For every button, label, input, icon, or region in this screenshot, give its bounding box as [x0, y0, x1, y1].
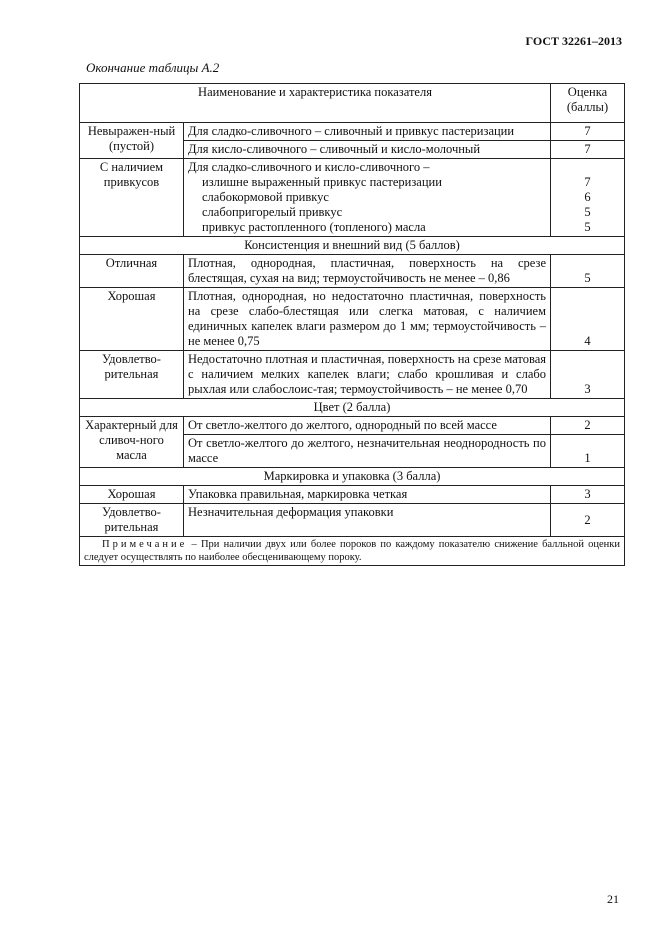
header-name: Наименование и характеристика показателя: [80, 84, 551, 123]
sublist-score: 5: [584, 205, 591, 219]
document-code: ГОСТ 32261–2013: [525, 34, 622, 48]
table-row: [80, 417, 625, 435]
table-row: [80, 351, 625, 399]
row-name: Удовлетво-рительная: [80, 351, 184, 399]
row-description: [184, 159, 551, 237]
row-description: От светло-желтого до желтого, однородный по всей массе: [184, 417, 551, 435]
section-heading: Маркировка и упаковка (3 балла): [80, 468, 625, 486]
row-name: Удовлетво-рительная: [80, 504, 184, 537]
sublist-score: 7: [584, 175, 591, 189]
row-score: [551, 159, 625, 237]
sublist-item: слабокормовой привкус: [202, 190, 329, 204]
note-label: Примечание: [102, 539, 188, 550]
row-score: 3: [551, 351, 625, 399]
sublist-intro: Для сладко-сливочного и кисло-сливочного –: [188, 160, 430, 174]
section-heading-row: [80, 237, 625, 255]
section-heading: Цвет (2 балла): [80, 399, 625, 417]
table-note: [80, 537, 625, 566]
row-score: 2: [551, 504, 625, 537]
table-note-row: [80, 537, 625, 566]
sublist-score: 5: [584, 220, 591, 234]
row-description: Плотная, однородная, пластичная, поверхность на срезе блестящая, сухая на вид; термоустойчивость не менее – 0,86: [184, 255, 551, 288]
row-score: 4: [551, 288, 625, 351]
table-row: [80, 288, 625, 351]
row-name: Хорошая: [80, 486, 184, 504]
table-row: [80, 504, 625, 537]
row-description: Незначительная деформация упаковки: [184, 504, 551, 537]
sublist-item: привкус растопленного (топленого) масла: [202, 220, 426, 234]
table-row: [80, 255, 625, 288]
sublist-item: слабопригорелый привкус: [202, 205, 343, 219]
header-score: Оценка (баллы): [551, 84, 625, 123]
row-name: Хорошая: [80, 288, 184, 351]
row-name: Невыражен-ный (пустой): [80, 123, 184, 159]
note-text: – При наличии двух или более пороков по каждому показателю снижение балльной оценки следует осуществлять по наиболее обесценивающему пороку.: [84, 539, 620, 563]
row-description: Недостаточно плотная и пластичная, поверхность на срезе матовая с наличием мелких капелек влаги; слабо крошливая и слабо рыхлая или слабослоис-тая; термоустойчивость – не менее 0,70: [184, 351, 551, 399]
scoring-table: [79, 83, 625, 566]
row-score: 3: [551, 486, 625, 504]
table-caption: Окончание таблицы А.2: [86, 60, 220, 75]
row-description: Для кисло-сливочного – сливочный и кисло-молочный: [184, 141, 551, 159]
section-heading-row: [80, 399, 625, 417]
sublist-item: излишне выраженный привкус пастеризации: [202, 175, 442, 189]
table-row: [80, 159, 625, 237]
row-description: От светло-желтого до желтого, незначительная неоднородность по массе: [184, 435, 551, 468]
sublist-score: 6: [584, 190, 591, 204]
section-heading: Консистенция и внешний вид (5 баллов): [80, 237, 625, 255]
row-description: Упаковка правильная, маркировка четкая: [184, 486, 551, 504]
section-heading-row: [80, 468, 625, 486]
row-score: 2: [551, 417, 625, 435]
table-row: [80, 486, 625, 504]
row-name: С наличием привкусов: [80, 159, 184, 237]
row-score: 7: [551, 123, 625, 141]
row-name: Отличная: [80, 255, 184, 288]
page-number: 21: [607, 892, 619, 906]
table-row: [80, 123, 625, 141]
row-description: Плотная, однородная, но недостаточно пластичная, поверхность на срезе слабо-блестящая или слегка матовая, с наличием единичных капелек влаги размером до 1 мм; термоустойчивость – не менее 0,75: [184, 288, 551, 351]
row-score: 1: [551, 435, 625, 468]
row-description: Для сладко-сливочного – сливочный и привкус пастеризации: [184, 123, 551, 141]
row-name: Характерный для сливоч-ного масла: [80, 417, 184, 468]
row-score: 5: [551, 255, 625, 288]
row-score: 7: [551, 141, 625, 159]
table-header-row: [80, 84, 625, 123]
